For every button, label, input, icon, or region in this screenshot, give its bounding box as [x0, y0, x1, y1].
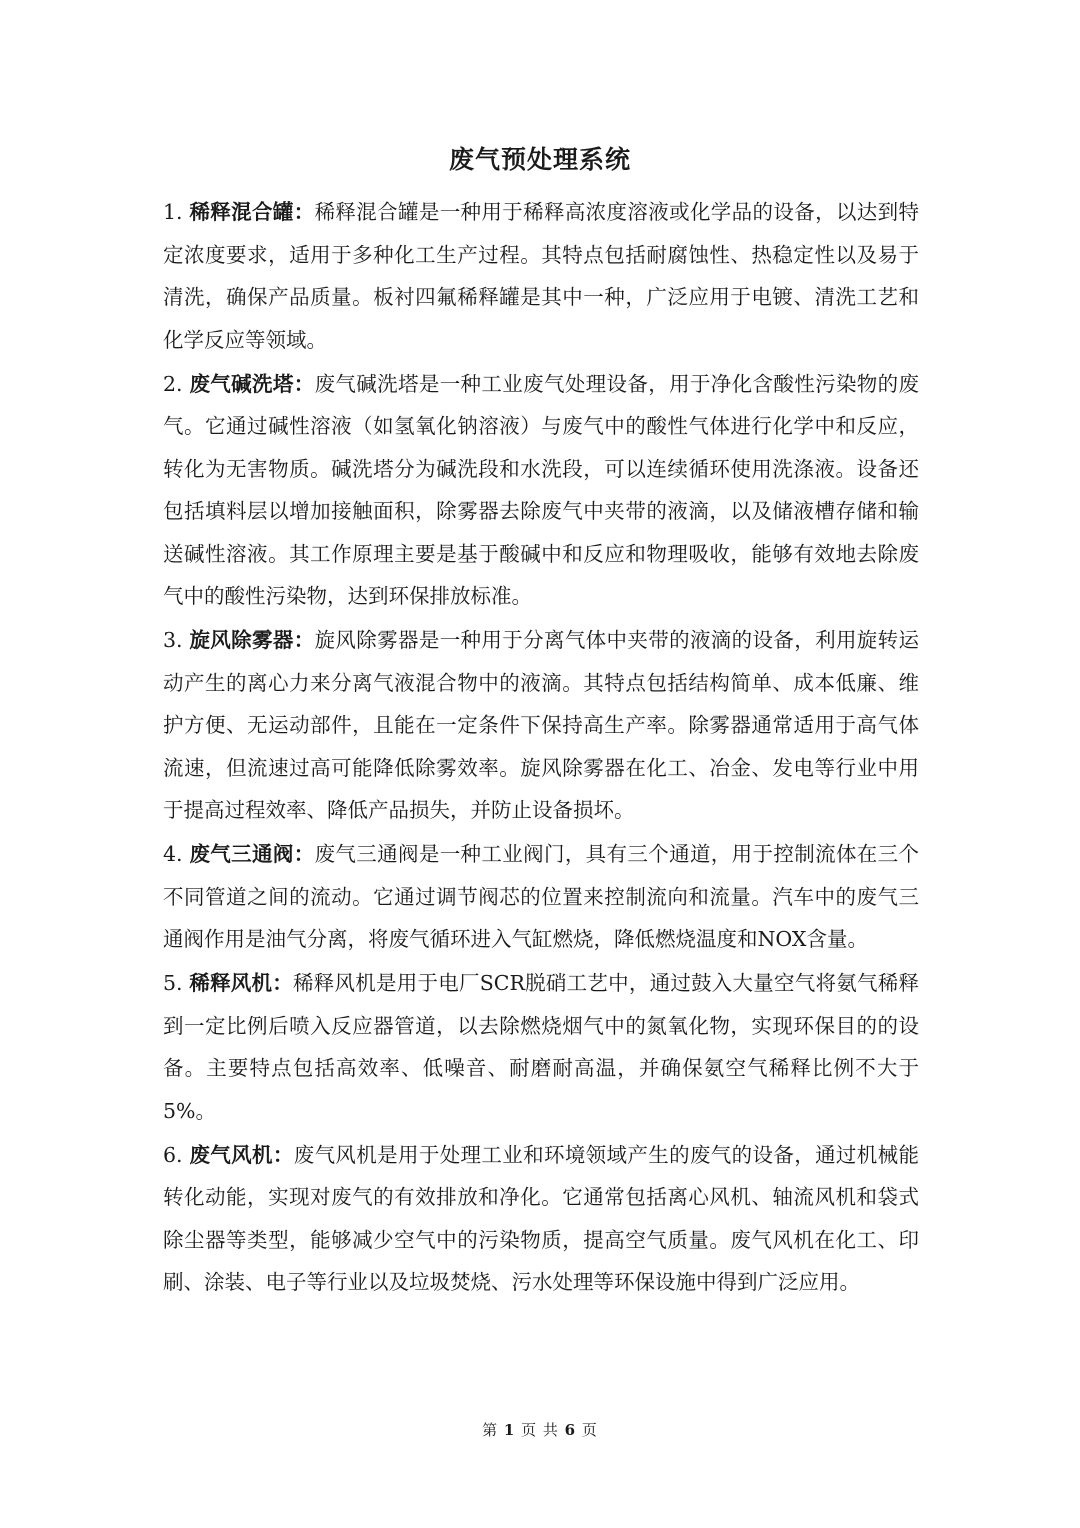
list-item [163, 363, 919, 618]
item-number: 4. [163, 842, 183, 866]
page-title: 废气预处理系统 [448, 145, 631, 174]
item-number: 3. [163, 628, 183, 652]
item-heading: 稀释风机： [189, 971, 294, 995]
item-text: 废气风机是用于处理工业和环境领域产生的废气的设备，通过机械能转化动能，实现对废气的有效排放和净化。它通常包括离心风机、轴流风机和袋式除尘器等类型，能够减少空气中的污染物质，提高空气质量。废气风机在化工、印刷、涂装、电子等行业以及垃圾焚烧、污水处理等环保设施中得到广泛应用。 [163, 1142, 919, 1294]
current-page-number: 1 [503, 1421, 516, 1439]
item-text: 旋风除雾器是一种用于分离气体中夹带的液滴的设备，利用旋转运动产生的离心力来分离气液混合物中的液滴。其特点包括结构简单、成本低廉、维护方便、无运动部件，且能在一定条件下保持高生产率。除雾器通常适用于高气体流速，但流速过高可能降低除雾效率。旋风除雾器在化工、冶金、发电等行业中用于提高过程效率、降低产品损失，并防止设备损坏。 [163, 628, 920, 822]
list-item [163, 191, 919, 361]
list-item [163, 962, 919, 1132]
footer-middle: 页 共 [521, 1421, 559, 1439]
item-heading: 废气风机： [189, 1142, 294, 1167]
footer-suffix: 页 [581, 1421, 598, 1439]
item-heading: 废气三通阀： [189, 842, 315, 866]
item-text: 稀释风机是用于电厂SCR脱硝工艺中，通过鼓入大量空气将氨气稀释到一定比例后喷入反应器管道，以去除燃烧烟气中的氮氧化物，实现环保目的的设备。主要特点包括高效率、低噪音、耐磨耐高温，并确保氨空气稀释比例不大于5%。 [163, 971, 919, 1123]
list-item [163, 833, 919, 961]
item-number: 5. [163, 971, 183, 995]
list-item [163, 619, 919, 832]
footer-prefix: 第 [482, 1421, 499, 1439]
item-number: 1. [163, 200, 183, 224]
page-footer [0, 1418, 1080, 1442]
item-number: 6. [163, 1142, 183, 1167]
item-heading: 稀释混合罐： [189, 200, 315, 224]
item-number: 2. [163, 371, 183, 396]
item-text: 稀释混合罐是一种用于稀释高浓度溶液或化学品的设备，以达到特定浓度要求，适用于多种化工生产过程。其特点包括耐腐蚀性、热稳定性以及易于清洗，确保产品质量。板衬四氟稀释罐是其中一种，广泛应用于电镀、清洗工艺和化学反应等领域。 [163, 200, 920, 352]
item-text: 废气碱洗塔是一种工业废气处理设备，用于净化含酸性污染物的废气。它通过碱性溶液（如氢氧化钠溶液）与废气中的酸性气体进行化学中和反应，转化为无害物质。碱洗塔分为碱洗段和水洗段，可以连续循环使用洗涤液。设备还包括填料层以增加接触面积，除雾器去除废气中夹带的液滴，以及储液槽存储和输送碱性溶液。其工作原理主要是基于酸碱中和反应和物理吸收，能够有效地去除废气中的酸性污染物，达到环保排放标准。 [163, 371, 920, 608]
document-body [163, 191, 919, 1305]
item-heading: 旋风除雾器： [189, 628, 315, 652]
list-item [163, 1134, 919, 1304]
item-heading: 废气碱洗塔： [189, 371, 315, 396]
item-text: 废气三通阀是一种工业阀门，具有三个通道，用于控制流体在三个不同管道之间的流动。它通过调节阀芯的位置来控制流向和流量。汽车中的废气三通阀作用是油气分离，将废气循环进入气缸燃烧，降低燃烧温度和NOX含量。 [163, 842, 920, 951]
total-pages-number: 6 [564, 1421, 577, 1439]
